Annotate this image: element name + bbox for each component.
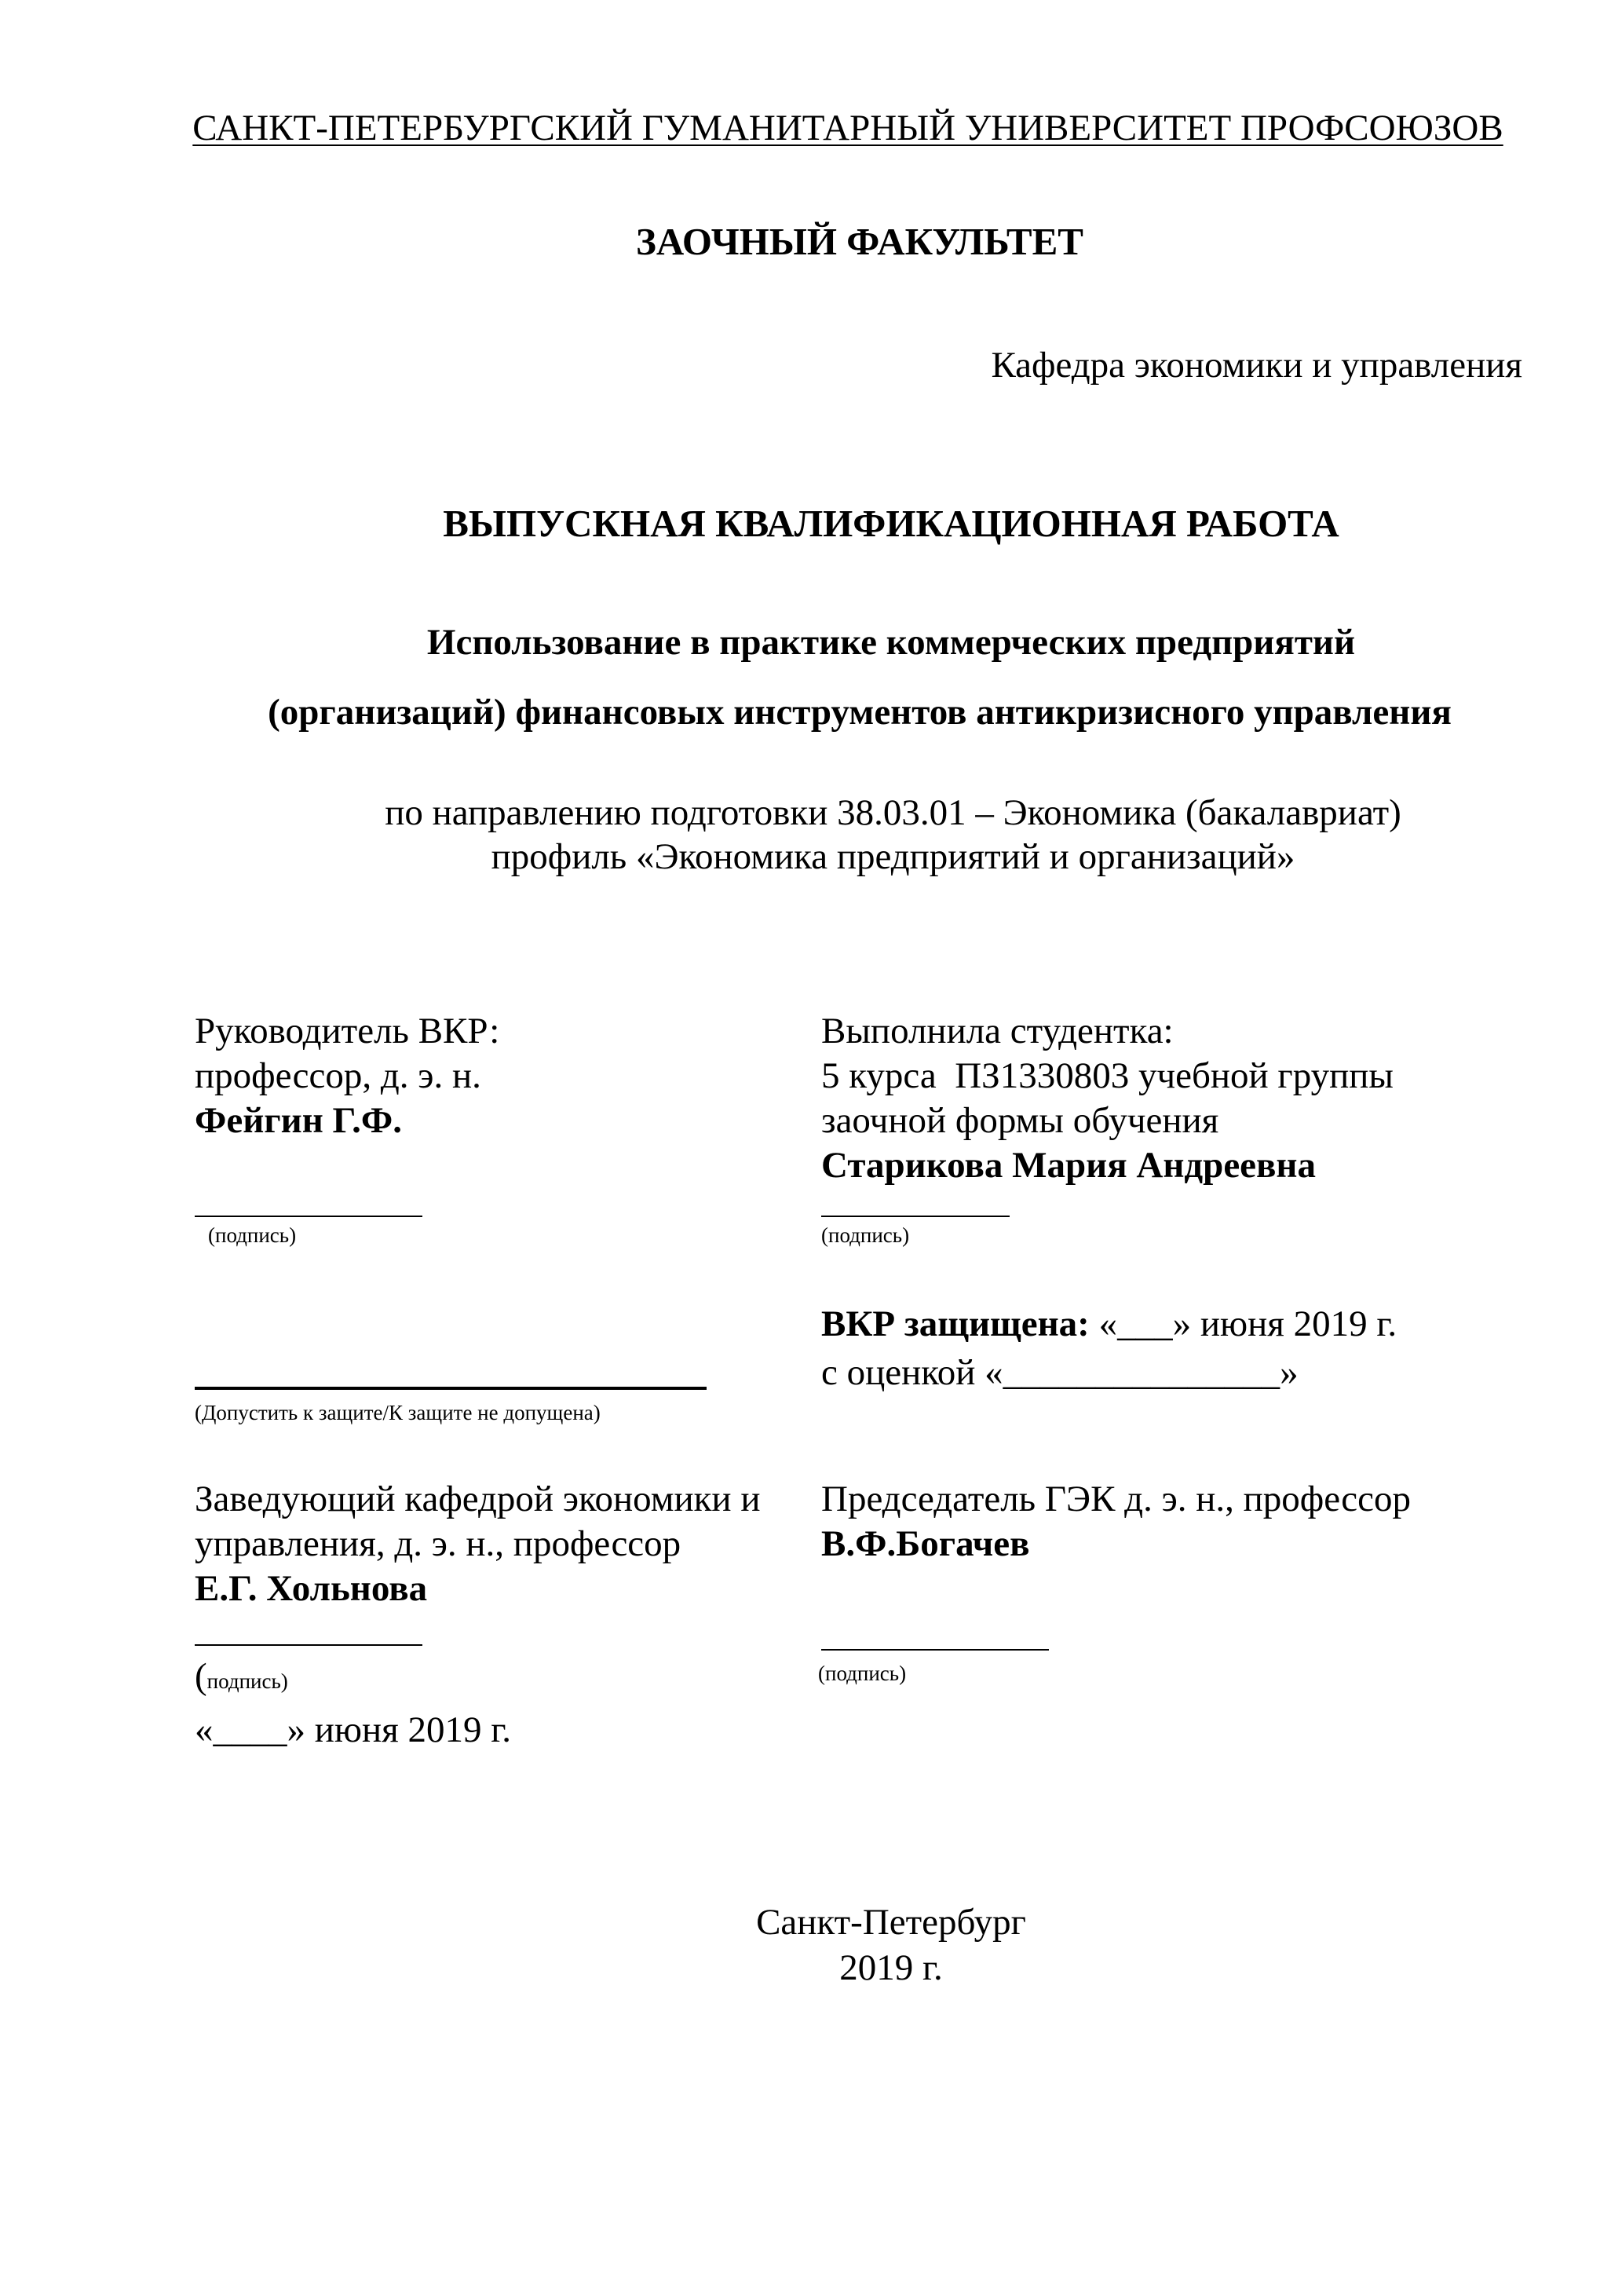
study-direction: по направлению подготовки 38.03.01 – Экономика (бакалавриат) [385, 792, 1401, 833]
student-signature-line [821, 1216, 1010, 1217]
document-type: ВЫПУСКНАЯ КВАЛИФИКАЦИОННАЯ РАБОТА [443, 502, 1339, 545]
commission-chair-position: Председатель ГЭК д. э. н., профессор [821, 1479, 1412, 1519]
admission-caption: (Допустить к защите/К защите не допущена) [195, 1401, 601, 1424]
student-signature-caption: (подпись) [821, 1223, 910, 1247]
supervisor-signature-line [195, 1216, 422, 1217]
head-signature-caption: (подпись) [195, 1656, 288, 1697]
department-name: Кафедра экономики и управления [991, 345, 1522, 386]
chair-signature-line [821, 1649, 1049, 1651]
head-signature-date: «____» июня 2019 г. [195, 1709, 512, 1750]
topic-line-1: Использование в практике коммерческих предприятий [426, 622, 1356, 663]
admission-decision-line [195, 1387, 707, 1390]
supervisor-name: Фейгин Г.Ф. [195, 1100, 403, 1141]
commission-chair-name: В.Ф.Богачев [821, 1523, 1030, 1564]
university-name: САНКТ-ПЕТЕРБУРГСКИЙ ГУМАНИТАРНЫЙ УНИВЕРСИТЕТ ПРОФСОЮЗОВ [192, 108, 1503, 148]
head-of-department-name: Е.Г. Хольнова [195, 1568, 428, 1609]
footer-city: Санкт-Петербург [756, 1902, 1026, 1943]
defense-line [821, 1303, 1397, 1344]
head-of-department-line-1: Заведующий кафедрой экономики и [195, 1479, 761, 1519]
defense-date: «___» июня 2019 г. [1098, 1303, 1397, 1344]
student-name: Старикова Мария Андреевна [821, 1145, 1317, 1186]
student-label: Выполнила студентка: [821, 1011, 1174, 1051]
defense-grade: с оценкой «_______________» [821, 1352, 1299, 1393]
study-profile: профиль «Экономика предприятий и организаций» [491, 836, 1295, 877]
chair-signature-caption: (подпись) [818, 1662, 907, 1685]
supervisor-signature-caption: (подпись) [208, 1223, 297, 1247]
head-of-department-line-2: управления, д. э. н., профессор [195, 1523, 681, 1564]
student-study-form: заочной формы обучения [821, 1100, 1219, 1141]
faculty-title: ЗАОЧНЫЙ ФАКУЛЬТЕТ [636, 220, 1083, 263]
supervisor-position: профессор, д. э. н. [195, 1055, 481, 1096]
supervisor-label: Руководитель ВКР: [195, 1011, 500, 1051]
head-signature-line [195, 1644, 422, 1646]
defense-label: ВКР защищена: [821, 1303, 1090, 1344]
student-group: 5 курса ПЗ1330803 учебной группы [821, 1055, 1394, 1096]
topic-line-2: (организаций) финансовых инструментов антикризисного управления [268, 692, 1452, 733]
footer-year: 2019 г. [839, 1947, 943, 1988]
